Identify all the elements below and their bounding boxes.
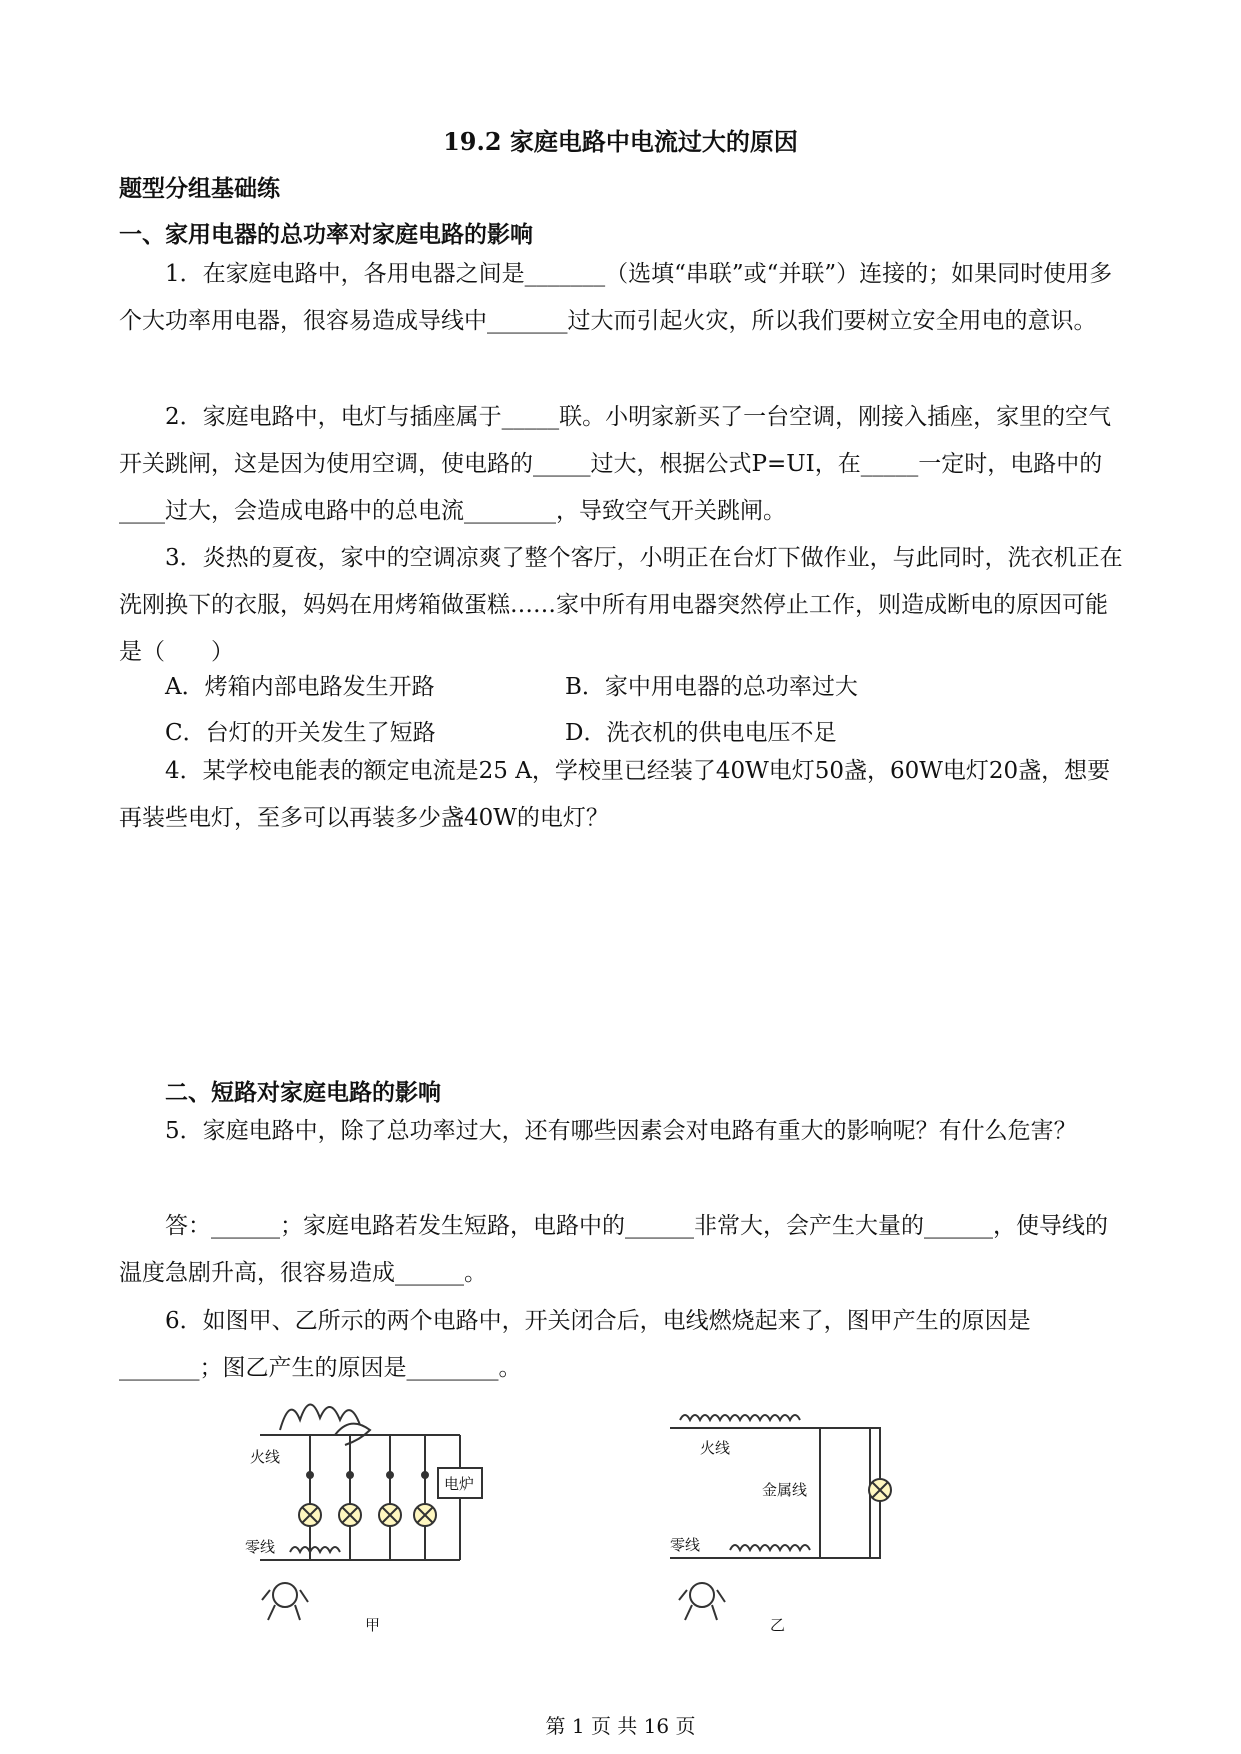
- yi-neutral-wire-label: 零线: [670, 1536, 701, 1554]
- figure-jia-circuit: [245, 1390, 560, 1640]
- question-4: 4．某学校电能表的额定电流是25 A，学校里已经装了40W电灯50盏，60W电灯20盏，想要再装些电灯，至多可以再装多少盏40W的电灯？: [119, 758, 1111, 831]
- figure-yi-circuit: [670, 1390, 970, 1640]
- question-6: 6．如图甲、乙所示的两个电路中，开关闭合后，电线燃烧起来了，图甲产生的原因是_______；图乙产生的原因是________。: [119, 1308, 1031, 1381]
- question-2: 2．家庭电路中，电灯与插座属于_____联。小明家新买了一台空调，刚接入插座，家里的空气开关跳闸，这是因为使用空调，使电路的_____过大，根据公式P=UI，在_____一定时，电路中的____过大，会造成电路中的总电流________，导致空气开关跳闸。: [119, 404, 1112, 524]
- option-d: D．洗衣机的供电电压不足: [565, 720, 837, 746]
- section-2-heading: 二、短路对家庭电路的影响: [165, 1079, 441, 1106]
- section-1-heading: 一、家用电器的总功率对家庭电路的影响: [119, 221, 533, 248]
- yi-caption: 乙: [770, 1616, 786, 1634]
- jia-live-wire-label: 火线: [250, 1448, 281, 1466]
- option-c: C．台灯的开关发生了短路: [165, 720, 436, 746]
- option-a: A．烤箱内部电路发生开路: [165, 674, 435, 700]
- question-5-answer: 答：______；家庭电路若发生短路，电路中的______非常大，会产生大量的______，使导线的温度急剧升高，很容易造成______。: [119, 1213, 1108, 1286]
- yi-metal-wire-label: 金属线: [762, 1481, 808, 1499]
- question-3: 3．炎热的夏夜，家中的空调凉爽了整个客厅，小明正在台灯下做作业，与此同时，洗衣机正在洗刚换下的衣服，妈妈在用烤箱做蛋糕……家中所有用电器突然停止工作，则造成断电的原因可能是（ ）: [119, 545, 1123, 665]
- jia-stove-label: 电炉: [444, 1475, 475, 1493]
- section-group-heading: 题型分组基础练: [119, 175, 280, 202]
- option-b: B．家中用电器的总功率过大: [565, 674, 858, 700]
- question-1: 1．在家庭电路中，各用电器之间是_______（选填“串联”或“并联”）连接的；如果同时使用多个大功率用电器，很容易造成导线中_______过大而引起火灾，所以我们要树立安全用电的意识。: [119, 261, 1113, 334]
- jia-caption: 甲: [365, 1616, 381, 1634]
- jia-neutral-wire-label: 零线: [245, 1538, 276, 1556]
- page-title: 19.2 家庭电路中电流过大的原因: [443, 127, 798, 156]
- yi-live-wire-label: 火线: [700, 1439, 731, 1457]
- question-5: 5．家庭电路中，除了总功率过大，还有哪些因素会对电路有重大的影响呢？有什么危害？: [165, 1118, 1077, 1144]
- page-footer: 第 1 页 共 16 页: [545, 1714, 696, 1738]
